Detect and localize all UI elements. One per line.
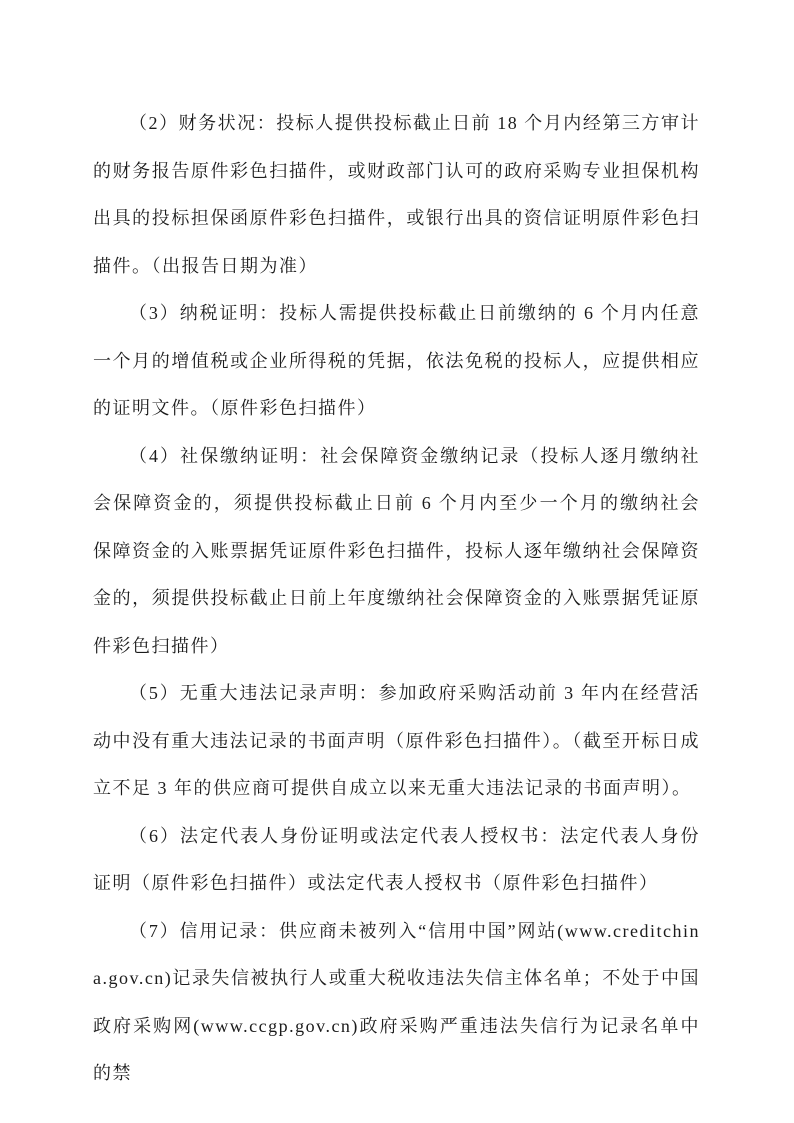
paragraph-legal-representative: （6）法定代表人身份证明或法定代表人授权书：法定代表人身份证明（原件彩色扫描件）或法定代表人授权书（原件彩色扫描件） xyxy=(93,825,700,893)
paragraph-credit-record: （7）信用记录：供应商未被列入“信用中国”网站(www.creditchina.gov.cn)记录失信被执行人或重大税收违法失信主体名单；不处于中国政府采购网(www.ccgp.gov.cn)政府采购严重违法失信行为记录名单中的禁 xyxy=(93,920,700,1083)
paragraph-financial-status: （2）财务状况：投标人提供投标截止日前 18 个月内经第三方审计的财务报告原件彩色扫描件，或财政部门认可的政府采购专业担保机构出具的投标担保函原件彩色扫描件，或银行出具的资信证明原件彩色扫描件。（出报告日期为准） xyxy=(93,113,700,276)
paragraph-no-illegal-record: （5）无重大违法记录声明：参加政府采购活动前 3 年内在经营活动中没有重大违法记录的书面声明（原件彩色扫描件）。（截至开标日成立不足 3 年的供应商可提供自成立以来无重大违法记录的书面声明）。 xyxy=(93,683,700,798)
paragraph-tax-certificate: （3）纳税证明：投标人需提供投标截止日前缴纳的 6 个月内任意一个月的增值税或企业所得税的凭据，依法免税的投标人，应提供相应的证明文件。（原件彩色扫描件） xyxy=(93,303,700,418)
paragraph-social-insurance: （4）社保缴纳证明：社会保障资金缴纳记录（投标人逐月缴纳社会保障资金的，须提供投标截止日前 6 个月内至少一个月的缴纳社会保障资金的入账票据凭证原件彩色扫描件，投标人逐年缴纳社会保障资金的，须提供投标截止日前上年度缴纳社会保障资金的入账票据凭证原件彩色扫描件） xyxy=(93,445,700,656)
